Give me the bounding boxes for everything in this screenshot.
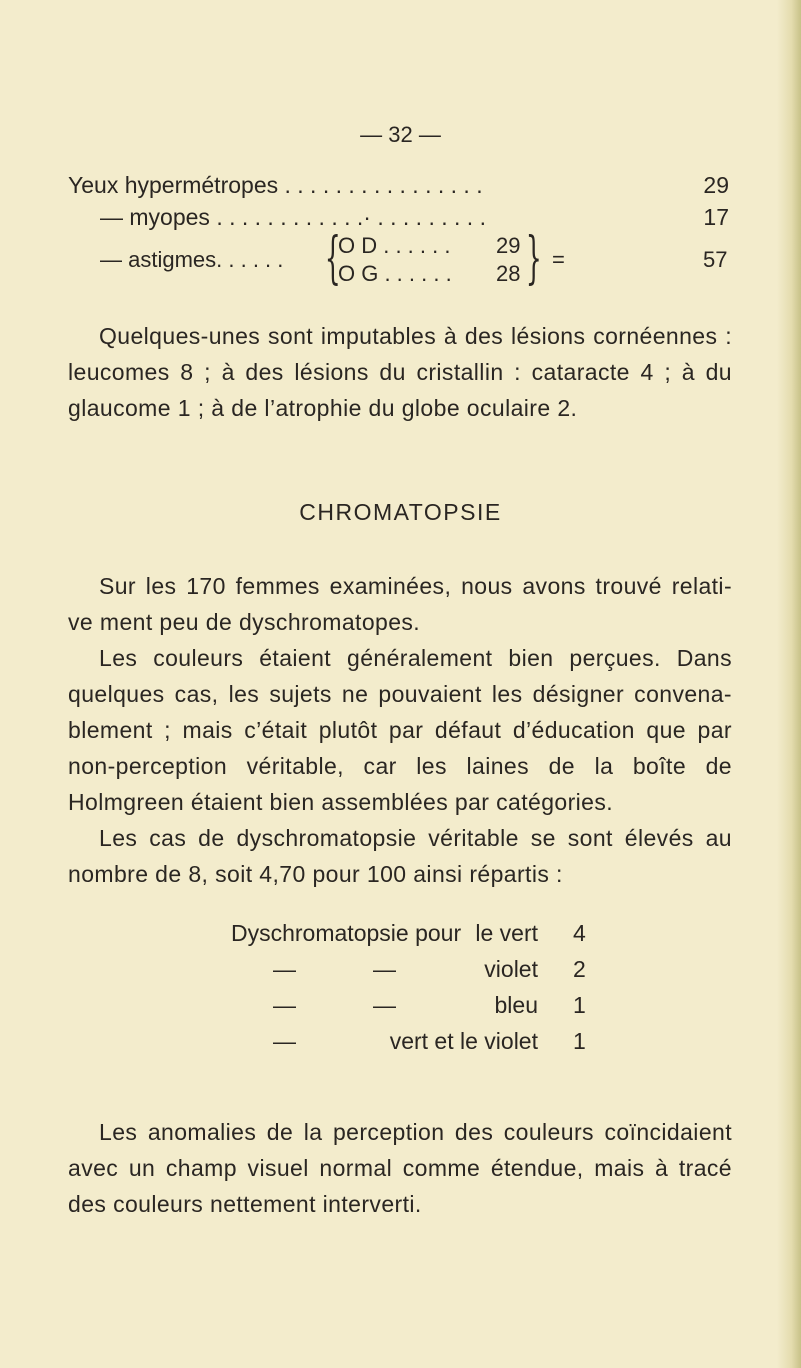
- row-color: violet: [484, 956, 538, 982]
- od-label: O D . . . . . .: [338, 233, 451, 258]
- row-count: 4: [573, 920, 586, 946]
- astigmes-row: [0, 226, 801, 293]
- left-brace: {: [324, 226, 341, 291]
- row-prefix: —: [273, 1028, 296, 1054]
- paragraph-lesions: Quelques-unes sont imputables à des lésions cornéennes : leucomes 8 ; à des lésions du cristallin : cataracte 4 ; à du glaucome 1 ; à de l’atrophie du globe oculaire 2.: [68, 323, 732, 421]
- row-prefix: Dyschromatopsie pour: [231, 920, 462, 946]
- row-count: 2: [573, 956, 586, 982]
- equals-sign: =: [552, 247, 565, 272]
- hypermetropes-value: 29: [703, 172, 729, 198]
- table-row: [0, 992, 801, 1028]
- myopes-label: — myopes . . . . . . . . . . . .· . . . . . . . . .: [100, 204, 486, 230]
- og-label: O G . . . . . .: [338, 261, 452, 286]
- paragraph-anomalies: Les anomalies de la perception des couleurs coïncidaient avec un champ visuel normal comme étendue, mais à tracé des couleurs nettement interverti.: [68, 1119, 732, 1217]
- row-dash: —: [373, 992, 396, 1018]
- astigmes-label: — astigmes. . . . . .: [100, 247, 284, 272]
- myopes-value: 17: [703, 204, 729, 230]
- right-brace: }: [525, 226, 542, 291]
- od-value: 29: [496, 233, 521, 258]
- paragraph-intro: Sur les 170 femmes examinées, nous avons trouvé relati-ve ment peu de dyschromatopes.: [68, 573, 732, 635]
- row-color: le vert: [475, 920, 538, 946]
- row-color: vert et le violet: [389, 1028, 538, 1054]
- section-title: CHROMATOPSIE: [299, 499, 502, 525]
- astigmes-total: 57: [703, 247, 728, 272]
- hypermetropes-label: Yeux hypermétropes . . . . . . . . . . . . . . . .: [68, 172, 483, 198]
- table-row: [0, 920, 801, 956]
- paragraph-perception: Les couleurs étaient généralement bien perçues. Dans quelques cas, les sujets ne pouvaient les désigner convena-blement ; mais c’était plutôt par défaut d’éducation que par non-perception véritable, car les laines de la boîte de Holmgreen étaient bien assemblées par catégories.: [68, 645, 732, 815]
- page-number: — 32 —: [360, 122, 441, 147]
- row-count: 1: [573, 1028, 586, 1054]
- paragraph-count: Les cas de dyschromatopsie véritable se sont élevés au nombre de 8, soit 4,70 pour 100 ainsi répartis :: [68, 825, 732, 887]
- row-prefix: —: [273, 992, 296, 1018]
- row-prefix: —: [273, 956, 296, 982]
- og-value: 28: [496, 261, 521, 286]
- row-count: 1: [573, 992, 586, 1018]
- row-dash: —: [373, 956, 396, 982]
- table-row: [0, 1028, 801, 1064]
- row-color: bleu: [494, 992, 538, 1018]
- page-edge-shadow: [777, 0, 801, 1368]
- table-row: [0, 956, 801, 992]
